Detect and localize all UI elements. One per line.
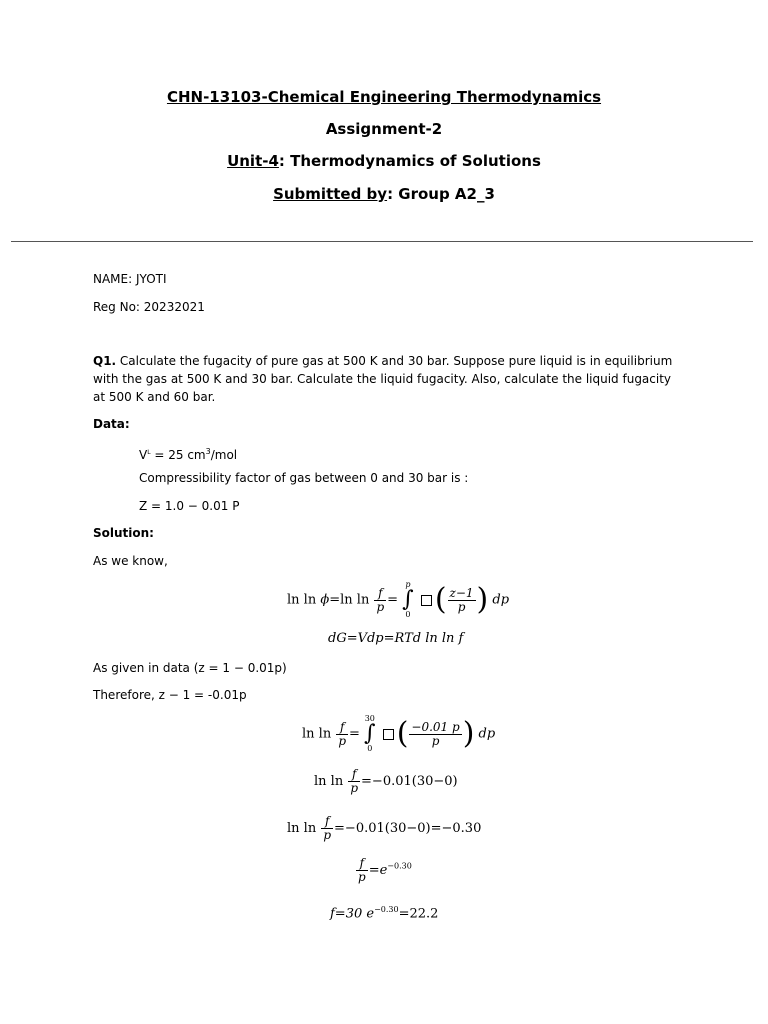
submitted-label: Submitted by	[273, 185, 388, 203]
submitted-by	[0, 185, 768, 203]
solution-heading: Solution:	[93, 526, 154, 540]
submitted-value: : Group A2_3	[387, 185, 495, 203]
as-we-know: As we know,	[93, 554, 168, 568]
unit-label: Unit-4	[227, 152, 279, 170]
given-text: As given in data (z = 1 − 0.01p)	[93, 661, 287, 675]
compressibility-text: Compressibility factor of gas between 0 and 30 bar is :	[139, 471, 469, 485]
liquid-volume: $V^L = 25$ $cm^3$/mol	[139, 447, 238, 462]
header-divider	[11, 241, 753, 242]
equation-5: ln ln $\frac{f}{p}$ =−0.01(30−0)=−0.30	[287, 814, 482, 842]
data-heading: Data:	[93, 417, 130, 431]
question-text: Calculate the fugacity of pure gas at 500 K and 30 bar. Suppose pure liquid is in equilibrium with the gas at 500 K and 30 bar. Calculate the liquid fugacity. Also, calculate the liquid fugacity at 500 K and 60 bar.	[93, 354, 673, 404]
question-1	[93, 352, 683, 406]
equation-3: ln ln $\frac{f}{p}$ = 30 ∫ 0 ( $\frac{-0.01 p}{p}$ ) dp	[302, 714, 496, 753]
therefore-text: Therefore, z − 1 = -0.01p	[93, 688, 247, 702]
placeholder-box	[421, 595, 432, 606]
equation-6: $\frac{f}{p}$ $=e^{-0.30}$	[358, 856, 412, 884]
student-reg: Reg No: 20232021	[93, 300, 205, 314]
course-title: CHN-13103-Chemical Engineering Thermodynamics	[166, 88, 602, 106]
assignment-title: Assignment-2	[325, 120, 443, 138]
unit-name: : Thermodynamics of Solutions	[278, 152, 541, 170]
equation-1: ln ln ϕ=ln ln $\frac{f}{p}$ = p ∫ 0 ( $\frac{z-1}{p}$ ) dp	[287, 580, 510, 619]
equation-7: f=30 $e^{-0.30}=22.2$	[330, 905, 439, 922]
question-label: Q1.	[93, 354, 117, 368]
placeholder-box	[383, 729, 394, 740]
student-name: NAME: JYOTI	[93, 272, 167, 286]
equation-2: dG=Vdp=RTd ln ln f	[328, 631, 464, 646]
z-equation: Z = 1.0 − 0.01 P	[139, 499, 240, 513]
equation-4: ln ln $\frac{f}{p}$ =−0.01(30−0)	[314, 767, 458, 795]
unit-title	[0, 152, 768, 170]
